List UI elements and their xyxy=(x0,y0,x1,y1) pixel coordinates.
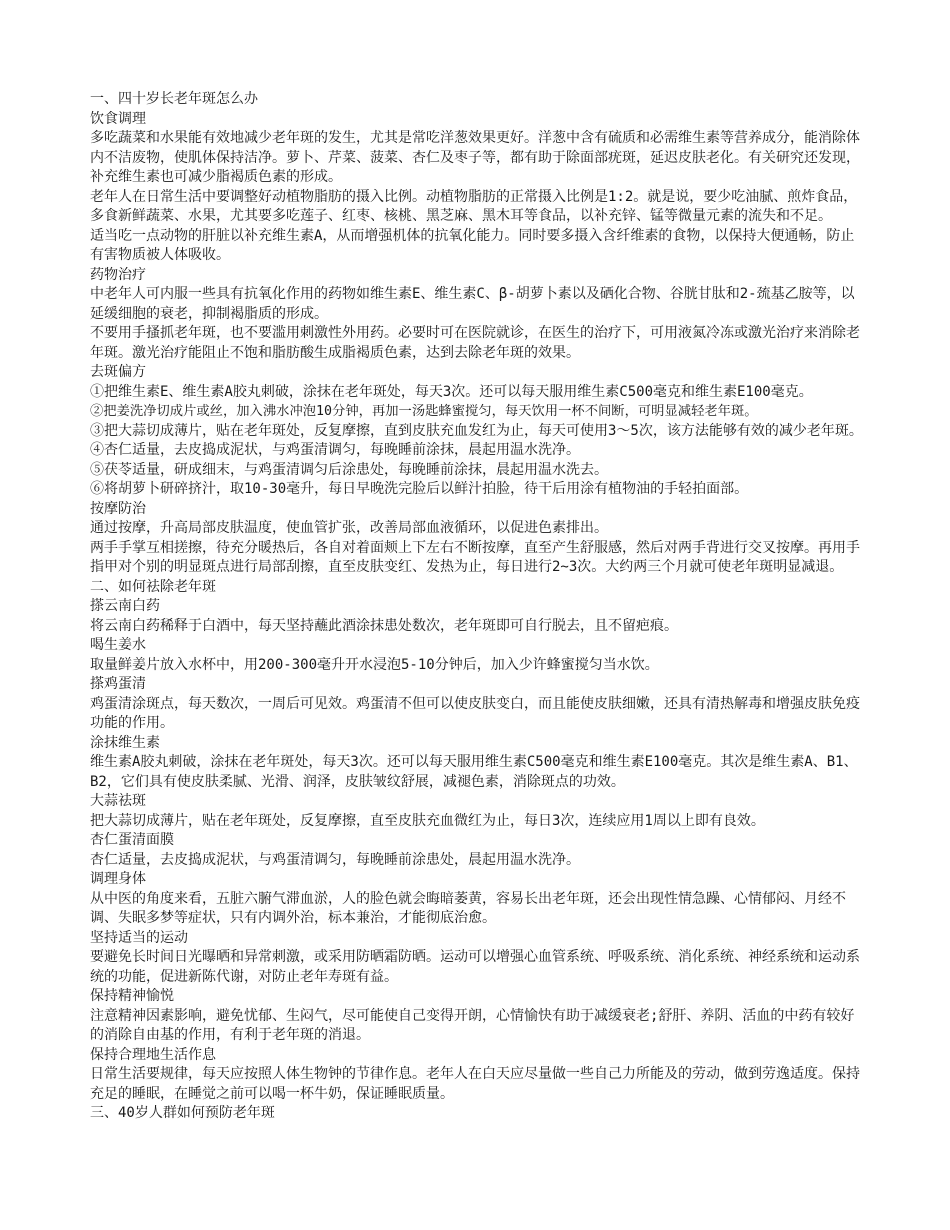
subheading: 杏仁蛋清面膜 xyxy=(90,832,174,848)
paragraph: 从中医的角度来看，五脏六腑气滞血淤，人的脸色就会晦暗萎黄，容易长出老年斑，还会出现性情急躁、心情郁闷、月经不调、失眠多梦等症状，只有内调外治，标本兼治，才能彻底治愈。 xyxy=(90,890,846,926)
section-heading: 一、四十岁长老年斑怎么办 xyxy=(90,91,258,107)
paragraph: ②把姜洗净切成片或丝，加入沸水冲泡10分钟，再加一汤匙蜂蜜搅匀，每天饮用一杯不间断，可明显减轻老年斑。 xyxy=(90,404,758,419)
subheading: 去斑偏方 xyxy=(90,364,146,380)
subheading: 药物治疗 xyxy=(90,266,146,283)
paragraph: ⑤茯苓适量，研成细末，与鸡蛋清调匀后涂患处，每晚睡前涂抹，晨起用温水洗去。 xyxy=(90,461,608,478)
paragraph: 不要用手搔抓老年斑，也不要滥用刺激性外用药。必要时可在医院就诊，在医生的治疗下，可用液氮冷冻或激光治疗来消除老年斑。激光治疗能阻止不饱和脂肪酸生成脂褐质色素，达到去除老年斑的效果。 xyxy=(90,325,860,361)
paragraph: ④杏仁适量，去皮捣成泥状，与鸡蛋清调匀，每晚睡前涂抹，晨起用温水洗净。 xyxy=(90,442,580,458)
subheading: 坚持适当的运动 xyxy=(90,929,188,946)
paragraph: 取量鲜姜片放入水杯中，用200-300毫升开水浸泡5-10分钟后，加入少许蜂蜜搅匀当水饮。 xyxy=(90,656,659,673)
paragraph: ⑥将胡萝卜研碎挤汁，取10-30毫升，每日早晚洗完脸后以鲜汁拍脸，待干后用涂有植物油的手轻拍面部。 xyxy=(90,481,749,497)
subheading: 喝生姜水 xyxy=(90,637,146,653)
paragraph: 要避免长时间日光曝晒和异常刺激，或采用防晒霜防晒。运动可以增强心血管系统、呼吸系统、消化系统、神经系统和运动系统的功能，促进新陈代谢，对防止老年寿斑有益。 xyxy=(90,949,860,985)
paragraph: 维生素A胶丸刺破，涂抹在老年斑处，每天3次。还可以每天服用维生素C500毫克和维生素E100毫克。其次是维生素A、B1、B2，它们具有使皮肤柔腻、光滑、润泽，皮肤皱纹舒展，减褪色素，消除斑点的功效。 xyxy=(90,754,858,790)
subheading: 搽云南白药 xyxy=(90,598,160,614)
document-body xyxy=(90,90,865,1124)
paragraph: 通过按摩，升高局部皮肤温度，使血管扩张，改善局部血液循环，以促进色素排出。 xyxy=(90,520,608,536)
paragraph: 把大蒜切成薄片，贴在老年斑处，反复摩擦，直至皮肤充血微红为止，每日3次，连续应用1周以上即有良效。 xyxy=(90,812,765,829)
subheading: 大蒜祛斑 xyxy=(90,793,146,809)
subheading: 按摩防治 xyxy=(90,500,146,517)
paragraph: 多吃蔬菜和水果能有效地减少老年斑的发生，尤其是常吃洋葱效果更好。洋葱中含有硫质和必需维生素等营养成分，能消除体内不洁废物，使肌体保持洁净。萝卜、芹菜、菠菜、杏仁及枣子等，都有助于除面部疣斑，延迟皮肤老化。有关研究还发现，补充维生素也可减少脂褐质色素的形成。 xyxy=(90,130,860,185)
paragraph: 中老年人可内服一些具有抗氧化作用的药物如维生素E、维生素C、β-胡萝卜素以及硒化合物、谷胱甘肽和2-巯基乙胺等，以延缓细胞的衰老，抑制褐脂质的形成。 xyxy=(90,286,855,322)
paragraph: ③把大蒜切成薄片，贴在老年斑处，反复摩擦，直到皮肤充血发红为止，每天可使用3～5次，该方法能够有效的减少老年斑。 xyxy=(90,422,863,439)
paragraph: 日常生活要规律，每天应按照人体生物钟的节律作息。老年人在白天应尽量做一些自己力所能及的劳动，做到劳逸适度。保持充足的睡眠，在睡觉之前可以喝一杯牛奶，保证睡眠质量。 xyxy=(90,1066,860,1102)
paragraph: 注意精神因素影响，避免忧郁、生闷气，尽可能使自己变得开朗，心情愉快有助于减缓衰老;舒肝、养阴、活血的中药有较好的消除自由基的作用，有利于老年斑的消退。 xyxy=(90,1007,855,1043)
section-heading: 二、如何祛除老年斑 xyxy=(90,578,216,595)
paragraph: 两手手掌互相搓擦，待充分暖热后，各自对着面颊上下左右不断按摩，直至产生舒服感，然后对两手背进行交叉按摩。再用手指甲对个别的明显斑点进行局部刮擦，直至皮肤变红、发热为止，每日进行2~3次。大约两三个月就可使老年斑明显减退。 xyxy=(90,539,860,575)
paragraph: 老年人在日常生活中要调整好动植物脂肪的摄入比例。动植物脂肪的正常摄入比例是1:2。就是说，要少吃油腻、煎炸食品，多食新鲜蔬菜、水果，尤其要多吃莲子、红枣、核桃、黑芝麻、黑木耳等食品，以补充锌、锰等微量元素的流失和不足。 xyxy=(90,188,858,224)
subheading: 保持合理地生活作息 xyxy=(90,1046,216,1063)
paragraph: 将云南白药稀释于白酒中，每天坚持蘸此酒涂抹患处数次，老年斑即可自行脱去，且不留疤痕。 xyxy=(90,617,678,634)
paragraph: 鸡蛋清涂斑点，每天数次，一周后可见效。鸡蛋清不但可以使皮肤变白，而且能使皮肤细嫩，还具有清热解毒和增强皮肤免疫功能的作用。 xyxy=(90,695,860,731)
paragraph: 适当吃一点动物的肝脏以补充维生素A，从而增强机体的抗氧化能力。同时要多摄入含纤维素的食物，以保持大便通畅，防止有害物质被人体吸收。 xyxy=(90,227,855,263)
subheading: 调理身体 xyxy=(90,871,146,887)
subheading: 保持精神愉悦 xyxy=(90,988,174,1004)
subheading: 搽鸡蛋清 xyxy=(90,676,146,692)
subheading: 饮食调理 xyxy=(90,110,146,127)
paragraph: 杏仁适量，去皮捣成泥状，与鸡蛋清调匀，每晚睡前涂患处，晨起用温水洗净。 xyxy=(90,851,580,868)
subheading: 涂抹维生素 xyxy=(90,734,160,751)
paragraph: ①把维生素E、维生素A胶丸刺破，涂抹在老年斑处，每天3次。还可以每天服用维生素C500毫克和维生素E100毫克。 xyxy=(90,383,813,400)
section-heading: 三、40岁人群如何预防老年斑 xyxy=(90,1105,275,1121)
